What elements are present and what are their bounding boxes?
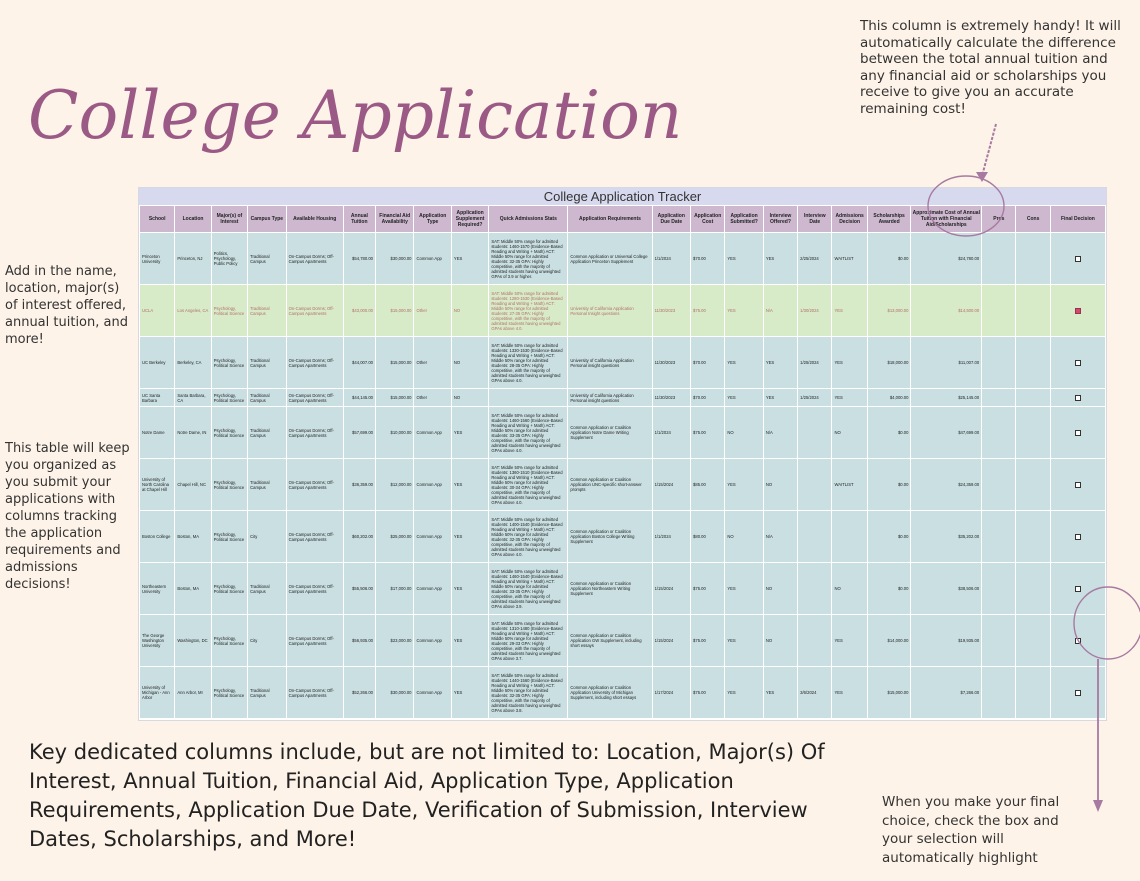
- final-decision-checkbox[interactable]: [1075, 586, 1081, 592]
- table-cell: Common Application or Coalition Application UNC-specific short-answer prompts: [568, 459, 652, 511]
- table-cell: $56,935.00: [343, 615, 375, 667]
- table-cell: YES: [725, 285, 763, 337]
- table-cell: NO: [832, 563, 867, 615]
- table-cell: [982, 285, 1016, 337]
- table-cell: Santa Barbara, CA: [175, 389, 211, 407]
- table-cell: [982, 233, 1016, 285]
- table-cell: $36,359.00: [343, 459, 375, 511]
- table-cell: $24,780.00: [911, 233, 982, 285]
- table-cell: SAT: Middle 50% range for admitted students: 1460-1570 (Evidence-Based Reading and Writing + Math) ACT: Middle 50% range for admitted students: 32-35 GPA: Highly competitive, with the majority of admitted students having unweighted GPAs of 3.9 or higher.: [489, 233, 568, 285]
- final-decision-checkbox[interactable]: [1075, 256, 1081, 262]
- column-header: School: [140, 206, 175, 233]
- hero-title-script: [22, 48, 702, 198]
- table-row[interactable]: [140, 233, 1106, 285]
- table-cell: On-Campus Dorms; Off-Campus Apartments: [286, 563, 343, 615]
- table-cell: [1016, 407, 1050, 459]
- table-cell: $25,145.00: [911, 389, 982, 407]
- table-cell: [1016, 337, 1050, 389]
- table-cell: Psychology, Political Science: [211, 337, 247, 389]
- table-row[interactable]: [140, 337, 1106, 389]
- table-cell: $15,000.00: [376, 337, 414, 389]
- table-cell: UC Berkeley: [140, 337, 175, 389]
- final-decision-checkbox[interactable]: [1075, 482, 1081, 488]
- table-cell: [798, 615, 832, 667]
- tracker-table: [139, 205, 1106, 719]
- table-cell: YES: [725, 667, 763, 719]
- table-cell: NO: [451, 337, 488, 389]
- table-cell: $23,000.00: [376, 615, 414, 667]
- table-cell: University of California Application Personal insight questions: [568, 389, 652, 407]
- table-cell: YES: [725, 233, 763, 285]
- table-cell: [982, 337, 1016, 389]
- column-header: Interview Date: [798, 206, 832, 233]
- table-cell: Common Application or Coalition Application University of Michigan Supplement, including short essays: [568, 667, 652, 719]
- table-cell: YES: [763, 389, 797, 407]
- table-cell: 1/1/2024: [652, 407, 690, 459]
- final-decision-cell: [1050, 667, 1105, 719]
- table-cell: YES: [451, 459, 488, 511]
- column-header: Application Requirements: [568, 206, 652, 233]
- table-cell: YES: [725, 615, 763, 667]
- column-header: Application Supplement Required?: [451, 206, 488, 233]
- final-decision-cell: [1050, 285, 1105, 337]
- table-cell: $44,007.00: [343, 337, 375, 389]
- table-cell: Common App: [414, 233, 451, 285]
- column-header: Major(s) of Interest: [211, 206, 247, 233]
- table-cell: [982, 459, 1016, 511]
- table-cell: Common Application or Coalition Application GW Supplement, including short essays: [568, 615, 652, 667]
- table-cell: [982, 563, 1016, 615]
- table-cell: Common App: [414, 511, 451, 563]
- table-cell: [798, 511, 832, 563]
- table-cell: Psychology, Political Science: [211, 407, 247, 459]
- table-cell: YES: [451, 511, 488, 563]
- table-cell: NO: [763, 459, 797, 511]
- hero-title-text: College Application: [28, 77, 683, 154]
- final-decision-cell: [1050, 511, 1105, 563]
- table-cell: Common Application or Coalition Application Notre Dame Writing Supplement: [568, 407, 652, 459]
- table-cell: $75.00: [691, 407, 725, 459]
- table-cell: On-Campus Dorms; Off-Campus Apartments: [286, 615, 343, 667]
- table-cell: [1016, 389, 1050, 407]
- table-cell: Politics, Psychology, Public Policy: [211, 233, 247, 285]
- table-cell: Los Angeles, CA: [175, 285, 211, 337]
- table-cell: $0.00: [867, 459, 911, 511]
- table-cell: $4,000.00: [867, 389, 911, 407]
- table-cell: Berkeley, CA: [175, 337, 211, 389]
- table-cell: 1/15/2024: [652, 459, 690, 511]
- table-cell: $57,699.00: [343, 407, 375, 459]
- table-cell: YES: [451, 667, 488, 719]
- table-cell: $38,506.00: [911, 563, 982, 615]
- column-header: Campus Type: [248, 206, 286, 233]
- table-cell: Traditional Campus: [248, 233, 286, 285]
- table-cell: Boston, MA: [175, 511, 211, 563]
- table-cell: Other: [414, 337, 451, 389]
- table-cell: City: [248, 511, 286, 563]
- column-header: Application Due Date: [652, 206, 690, 233]
- table-cell: SAT: Middle 50% range for admitted students: 1360-1510 (Evidence-Based Reading and Writing + Math) ACT: Middle 50% range for admitted students: 30-34 GPA: Highly competitive, with the majority of admitted students having unweighted GPAs above 4.0.: [489, 459, 568, 511]
- table-row[interactable]: [140, 615, 1106, 667]
- table-cell: On-Campus Dorms; Off-Campus Apartments: [286, 511, 343, 563]
- table-cell: YES: [451, 615, 488, 667]
- table-cell: $13,000.00: [867, 285, 911, 337]
- table-row[interactable]: [140, 389, 1106, 407]
- table-cell: NO: [451, 389, 488, 407]
- table-cell: $18,000.00: [867, 337, 911, 389]
- table-cell: SAT: Middle 50% range for admitted students: 1440-1560 (Evidence-Based Reading and Writing + Math) ACT: Middle 50% range for admitted students: 32-35 GPA: Highly competitive, with the majority of admitted students having unweighted GPAs above 3.8.: [489, 667, 568, 719]
- table-row[interactable]: [140, 285, 1106, 337]
- table-cell: $54,780.00: [343, 233, 375, 285]
- table-cell: UCLA: [140, 285, 175, 337]
- table-cell: 11/30/2023: [652, 337, 690, 389]
- column-header: Approximate Cost of Annual Tuition with Financial Aid/Scholarships: [911, 206, 982, 233]
- table-cell: $17,000.00: [376, 563, 414, 615]
- table-cell: $60,202.00: [343, 511, 375, 563]
- table-cell: $43,000.00: [343, 285, 375, 337]
- table-cell: On-Campus Dorms; Off-Campus Apartments: [286, 459, 343, 511]
- table-cell: Other: [414, 285, 451, 337]
- table-cell: YES: [725, 337, 763, 389]
- table-cell: SAT: Middle 50% range for admitted students: 1400-1540 (Evidence-Based Reading and Writing + Math) ACT: Middle 50% range for admitted students: 32-35 GPA: Highly competitive, with the majority of admitted students having unweighted GPAs above 4.0.: [489, 511, 568, 563]
- table-cell: University of California Application Personal Insight questions: [568, 285, 652, 337]
- table-cell: Common App: [414, 667, 451, 719]
- table-cell: $7,266.00: [911, 667, 982, 719]
- column-header: Cons: [1016, 206, 1050, 233]
- table-cell: Notre Dame: [140, 407, 175, 459]
- table-cell: $75.00: [691, 615, 725, 667]
- final-decision-checkbox[interactable]: [1075, 690, 1081, 696]
- table-cell: $15,000.00: [376, 285, 414, 337]
- table-cell: Notre Dame, IN: [175, 407, 211, 459]
- table-cell: UC Santa Barbara: [140, 389, 175, 407]
- table-cell: YES: [832, 389, 867, 407]
- column-header: Admissions Decision: [832, 206, 867, 233]
- column-header: Financial Aid Availability: [376, 206, 414, 233]
- final-decision-checkbox[interactable]: [1075, 638, 1081, 644]
- table-cell: [1016, 285, 1050, 337]
- table-cell: 1/30/2024: [798, 285, 832, 337]
- table-cell: Common App: [414, 459, 451, 511]
- note-bottom-right: When you make your final choice, check the box and your selection will automatically highlight: [882, 794, 1060, 866]
- table-row[interactable]: [140, 511, 1106, 563]
- table-cell: Washington, DC: [175, 615, 211, 667]
- final-decision-cell: [1050, 459, 1105, 511]
- table-cell: $85.00: [691, 459, 725, 511]
- table-cell: $0.00: [867, 233, 911, 285]
- note-bottom-left: Key dedicated columns include, but are not limited to: Location, Major(s) Of Interest, Annual Tuition, Financial Aid, Application Type, Application Requirements, Application Due Date, Verification of Submission, Interview Dates, Scholarships, and More!: [29, 740, 825, 851]
- table-cell: [1016, 511, 1050, 563]
- table-cell: Traditional Campus: [248, 667, 286, 719]
- table-cell: $25,000.00: [376, 511, 414, 563]
- table-cell: Traditional Campus: [248, 337, 286, 389]
- table-cell: $70.00: [691, 233, 725, 285]
- note-left-2: This table will keep you organized as you submit your applications with columns tracking the application requirements and admissions decisions!: [5, 441, 130, 592]
- table-cell: SAT: Middle 50% range for admitted students: 1460-1560 (Evidence-Based Reading and Writing + Math) ACT: Middle 50% range for admitted students: 33-35 GPA: Highly competitive, with the majority of admitted students having unweighted GPAs above 4.0.: [489, 407, 568, 459]
- table-cell: [982, 667, 1016, 719]
- table-cell: The George Washington University: [140, 615, 175, 667]
- table-cell: Traditional Campus: [248, 563, 286, 615]
- column-header: Location: [175, 206, 211, 233]
- table-cell: Traditional Campus: [248, 389, 286, 407]
- column-header: Available Housing: [286, 206, 343, 233]
- table-cell: YES: [763, 337, 797, 389]
- final-decision-checkbox[interactable]: [1075, 308, 1081, 314]
- table-cell: NO: [763, 563, 797, 615]
- table-cell: [832, 511, 867, 563]
- table-cell: On-Campus Dorms; Off-Campus Apartments: [286, 407, 343, 459]
- column-header: Application Type: [414, 206, 451, 233]
- table-cell: Chapel Hill, NC: [175, 459, 211, 511]
- table-cell: $14,000.00: [867, 615, 911, 667]
- table-cell: $80.00: [691, 511, 725, 563]
- table-cell: YES: [725, 389, 763, 407]
- table-cell: $55,506.00: [343, 563, 375, 615]
- table-cell: 2/25/2024: [798, 233, 832, 285]
- table-cell: On-Campus Dorms; Off-Campus Apartments: [286, 285, 343, 337]
- table-cell: $12,000.00: [376, 459, 414, 511]
- table-cell: YES: [832, 285, 867, 337]
- table-cell: 1/17/2024: [652, 667, 690, 719]
- tracker-title: College Application Tracker: [139, 188, 1106, 205]
- table-cell: [1016, 667, 1050, 719]
- table-row[interactable]: [140, 667, 1106, 719]
- table-cell: Traditional Campus: [248, 459, 286, 511]
- table-cell: Princeton University: [140, 233, 175, 285]
- table-cell: SAT: Middle 50% range for admitted students: 1310-1480 (Evidence-Based Reading and Writing + Math) ACT: Middle 50% range for admitted students: 29-33 GPA: Highly competitive, with the majority of admitted students having unweighted GPAs above 3.7.: [489, 615, 568, 667]
- table-cell: On-Campus Dorms; Off-Campus Apartments: [286, 337, 343, 389]
- column-header: Quick Admissions Stats: [489, 206, 568, 233]
- table-cell: University of North Carolina at Chapel Hill: [140, 459, 175, 511]
- column-header: Interview Offered?: [763, 206, 797, 233]
- final-decision-checkbox[interactable]: [1075, 534, 1081, 540]
- table-cell: [1016, 459, 1050, 511]
- final-decision-checkbox[interactable]: [1075, 395, 1081, 401]
- note-top-right: This column is extremely handy! It will automatically calculate the difference between the total annual tuition and any financial aid or scholarships you receive to give you an accurate remaining cost!: [860, 18, 1121, 117]
- table-cell: Traditional Campus: [248, 407, 286, 459]
- table-cell: [982, 511, 1016, 563]
- table-cell: University of Michigan - Ann Arbor: [140, 667, 175, 719]
- final-decision-cell: [1050, 389, 1105, 407]
- table-cell: N/A: [763, 511, 797, 563]
- table-cell: $35,202.00: [911, 511, 982, 563]
- table-cell: 3/6/2024: [798, 667, 832, 719]
- table-cell: $0.00: [867, 563, 911, 615]
- table-cell: Psychology, Political Science: [211, 511, 247, 563]
- table-cell: NO: [725, 407, 763, 459]
- table-cell: $75.00: [691, 285, 725, 337]
- table-cell: 1/15/2024: [652, 563, 690, 615]
- header-row: [140, 206, 1106, 233]
- table-cell: $10,000.00: [376, 407, 414, 459]
- table-cell: Northeastern University: [140, 563, 175, 615]
- table-cell: N/A: [763, 407, 797, 459]
- table-cell: YES: [725, 563, 763, 615]
- table-cell: YES: [832, 667, 867, 719]
- table-cell: $15,000.00: [376, 389, 414, 407]
- table-cell: Boston College: [140, 511, 175, 563]
- table-cell: Common Application or Coalition Application Northeastern Writing Supplement: [568, 563, 652, 615]
- table-cell: $47,699.00: [911, 407, 982, 459]
- top-arrow-head: [976, 172, 988, 182]
- table-cell: $11,007.00: [911, 337, 982, 389]
- table-cell: YES: [725, 459, 763, 511]
- table-cell: $52,266.00: [343, 667, 375, 719]
- table-cell: Psychology, Political Science: [211, 667, 247, 719]
- table-cell: On-Campus Dorms; Off-Campus Apartments: [286, 233, 343, 285]
- table-cell: $75.00: [691, 563, 725, 615]
- note-left-1: Add in the name, location, major(s) of interest offered, annual tuition, and more!: [5, 264, 128, 347]
- bottom-arrow-head: [1093, 800, 1103, 812]
- table-cell: YES: [451, 407, 488, 459]
- table-cell: Psychology, Political Science: [211, 285, 247, 337]
- table-cell: SAT: Middle 50% range for admitted students: 1330-1530 (Evidence-Based Reading and Writing + Math) ACT: Middle 50% range for admitted students: 28-35 GPA: Highly competitive, with the majority of admitted students having unweighted GPAs above 4.0.: [489, 337, 568, 389]
- table-cell: [1016, 563, 1050, 615]
- table-cell: YES: [763, 233, 797, 285]
- column-header: Application Submitted?: [725, 206, 763, 233]
- table-cell: SAT: Middle 50% range for admitted students: 1280-1530 (Evidence-Based Reading and Writing + Math) ACT: Middle 50% range for admitted students: 27-35 GPA: Highly competitive, with the majority of admitted students having unweighted GPAs above 4.0.: [489, 285, 568, 337]
- table-cell: Princeton, NJ: [175, 233, 211, 285]
- column-header: Final Decision: [1050, 206, 1105, 233]
- table-cell: Psychology, Political Science: [211, 389, 247, 407]
- table-cell: $24,359.00: [911, 459, 982, 511]
- table-cell: $44,145.00: [343, 389, 375, 407]
- table-cell: YES: [451, 563, 488, 615]
- table-cell: $30,000.00: [376, 667, 414, 719]
- table-cell: On-Campus Dorms; Off-Campus Apartments: [286, 389, 343, 407]
- table-cell: NO: [451, 285, 488, 337]
- table-cell: Psychology, Political Science: [211, 459, 247, 511]
- table-cell: [1016, 233, 1050, 285]
- table-cell: YES: [763, 667, 797, 719]
- table-cell: $15,000.00: [867, 667, 911, 719]
- table-cell: Common Application or Coalition Application Boston College Writing Supplement: [568, 511, 652, 563]
- final-decision-cell: [1050, 615, 1105, 667]
- final-decision-cell: [1050, 563, 1105, 615]
- table-cell: NO: [725, 511, 763, 563]
- column-header: Application Cost: [691, 206, 725, 233]
- table-cell: WAITLIST: [832, 459, 867, 511]
- table-cell: NO: [763, 615, 797, 667]
- table-cell: 11/30/2023: [652, 285, 690, 337]
- table-cell: $0.00: [867, 407, 911, 459]
- table-cell: 1/25/2024: [798, 337, 832, 389]
- table-cell: Common Application or Universal College Application Princeton Supplement: [568, 233, 652, 285]
- table-cell: 1/1/2024: [652, 511, 690, 563]
- table-cell: Common App: [414, 407, 451, 459]
- table-cell: On-Campus Dorms; Off-Campus Apartments: [286, 667, 343, 719]
- table-cell: [489, 389, 568, 407]
- table-cell: 1/1/2024: [652, 233, 690, 285]
- hero-title: [22, 48, 702, 198]
- table-row[interactable]: [140, 563, 1106, 615]
- column-header: Annual Tuition: [343, 206, 375, 233]
- table-cell: Common App: [414, 615, 451, 667]
- table-cell: 11/30/2023: [652, 389, 690, 407]
- table-cell: Traditional Campus: [248, 285, 286, 337]
- top-arrow-line: [982, 124, 996, 176]
- table-cell: Common App: [414, 563, 451, 615]
- table-cell: [1016, 615, 1050, 667]
- table-cell: Other: [414, 389, 451, 407]
- table-cell: [798, 563, 832, 615]
- table-cell: $14,500.00: [911, 285, 982, 337]
- table-row[interactable]: [140, 459, 1106, 511]
- table-cell: N/A: [763, 285, 797, 337]
- table-cell: WAITLIST: [832, 233, 867, 285]
- table-cell: [982, 407, 1016, 459]
- table-cell: $19,935.00: [911, 615, 982, 667]
- table-cell: $0.00: [867, 511, 911, 563]
- table-cell: University of California Application Personal insight questions: [568, 337, 652, 389]
- final-decision-cell: [1050, 407, 1105, 459]
- table-cell: $70.00: [691, 337, 725, 389]
- table-cell: [798, 407, 832, 459]
- table-cell: [982, 615, 1016, 667]
- final-decision-cell: [1050, 233, 1105, 285]
- table-cell: $70.00: [691, 389, 725, 407]
- table-cell: City: [248, 615, 286, 667]
- table-cell: 1/15/2024: [652, 615, 690, 667]
- table-cell: Ann Arbor, MI: [175, 667, 211, 719]
- table-row[interactable]: [140, 407, 1106, 459]
- tracker-sheet: [138, 187, 1107, 721]
- table-cell: Boston, MA: [175, 563, 211, 615]
- table-cell: [982, 389, 1016, 407]
- table-cell: SAT: Middle 50% range for admitted students: 1460-1540 (Evidence-Based Reading and Writing + Math) ACT: Middle 50% range for admitted students: 33-35 GPA: Highly competitive, with the majority of admitted students having unweighted GPAs above 3.9.: [489, 563, 568, 615]
- table-cell: [798, 459, 832, 511]
- final-decision-cell: [1050, 337, 1105, 389]
- column-header: Pros: [982, 206, 1016, 233]
- table-cell: 1/25/2024: [798, 389, 832, 407]
- table-cell: Psychology, Political Science: [211, 563, 247, 615]
- table-cell: YES: [832, 615, 867, 667]
- table-cell: YES: [832, 337, 867, 389]
- table-cell: $30,000.00: [376, 233, 414, 285]
- column-header: Scholarships Awarded: [867, 206, 911, 233]
- table-cell: $75.00: [691, 667, 725, 719]
- final-decision-checkbox[interactable]: [1075, 360, 1081, 366]
- final-decision-checkbox[interactable]: [1075, 430, 1081, 436]
- table-cell: Psychology, Political Science: [211, 615, 247, 667]
- table-cell: YES: [451, 233, 488, 285]
- table-cell: NO: [832, 407, 867, 459]
